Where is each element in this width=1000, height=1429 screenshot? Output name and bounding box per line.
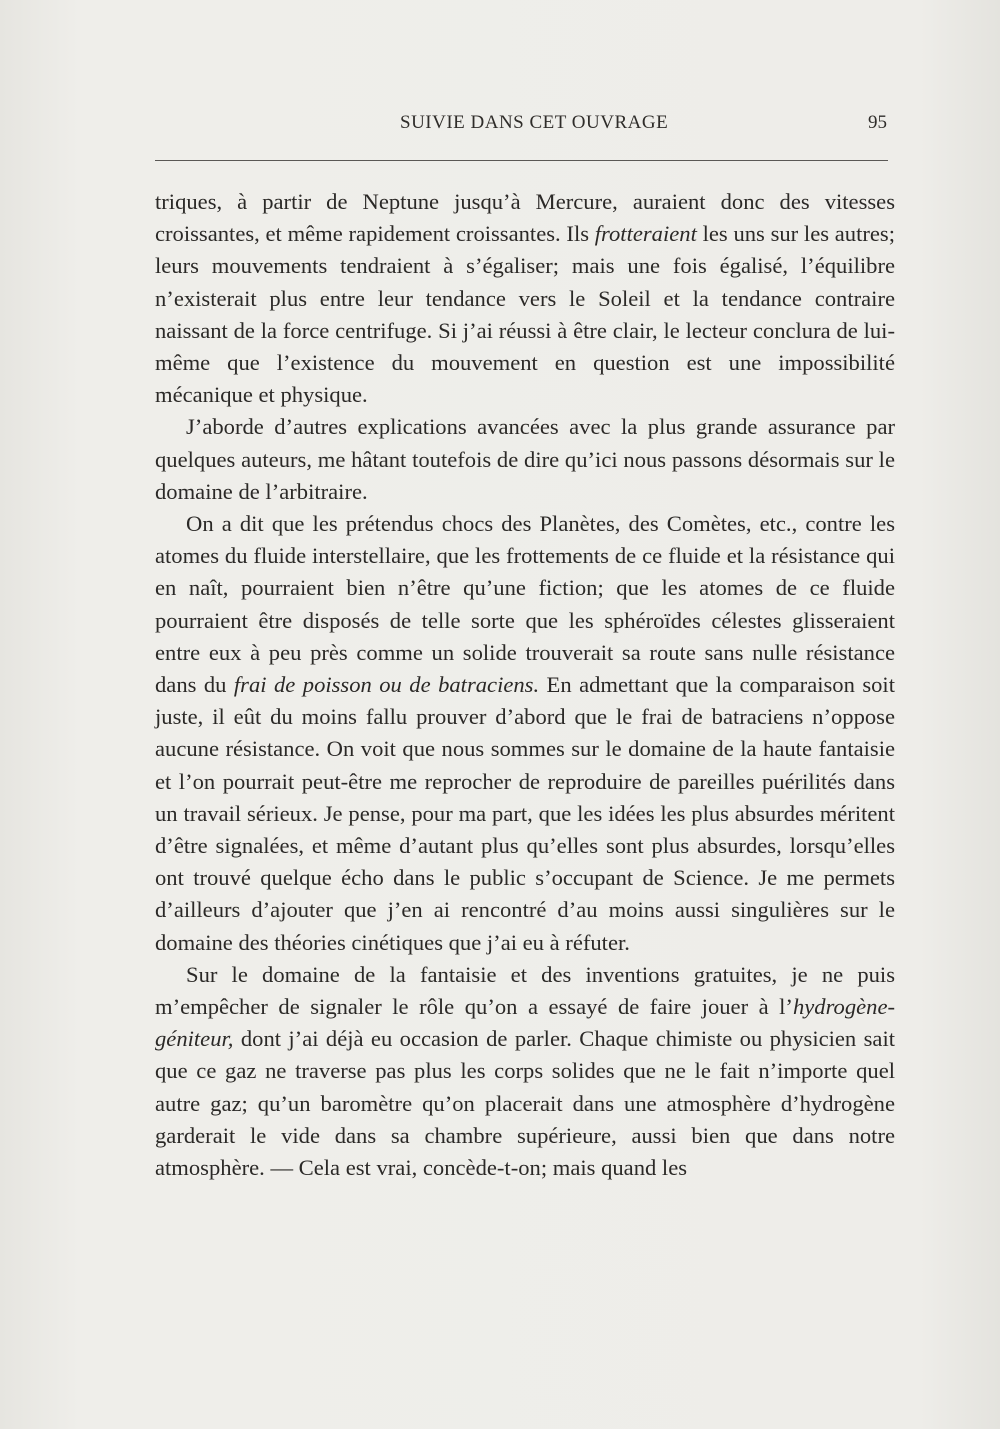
italic-text: frotteraient [594,221,697,247]
running-title: SUIVIE DANS CET OUVRAGE [400,112,669,133]
italic-text: frai de poisson ou de batraciens. [233,672,540,698]
page-header [155,112,895,142]
paragraph [155,411,895,508]
header-rule [155,160,888,161]
text-run: les uns sur les autres; leurs mouvements tendraient à s’égaliser; mais une fois égalisé, l’équilibre n’existerait plus entre leur tendance vers le Soleil et la tendance contraire naissant de la force centrifuge. Si j’ai réussi à être clair, le lecteur conclura de lui-même que l’existence du mouvement en question est une impossibilité mécanique et physique. [155,221,895,408]
paragraph [155,508,895,959]
text-run: Sur le domaine de la fantaisie et des inventions gratuites, je ne puis m’empêcher de signaler le rôle qu’on a essayé de faire jouer à l’ [155,961,895,1020]
text-run: En admettant que la comparaison soit juste, il eût du moins fallu prouver d’abord que le frai de batraciens n’oppose aucune résistance. On voit que nous sommes sur le domaine de la haute fantaisie et l’on pourrait peut-être me reprocher de reproduire de pareilles puérilités dans un travail sérieux. Je pense, pour ma part, que les idées les plus absurdes méritent d’être signalées, et même d’autant plus qu’elles sont plus absurdes, lorsqu’elles ont trouvé quelque écho dans le public s’occupant de Science. Je me permets d’ailleurs d’ajouter que j’en ai rencontré d’au moins aussi singulières sur le domaine des théories cinétiques que j’ai eu à réfuter. [155,672,895,955]
text-run: J’aborde d’autres explications avancées avec la plus grande assurance par quelques auteurs, me hâtant toutefois de dire qu’ici nous passons désormais sur le domaine de l’arbitraire. [155,414,895,504]
body-text [155,186,895,1184]
paragraph [155,959,895,1184]
text-run: triques, à partir de Neptune jusqu’à Mercure, auraient donc des vitesses croissantes, et même rapidement croissantes. Ils [155,189,895,247]
text-run: On a dit que les prétendus chocs des Planètes, des Comètes, etc., contre les atomes du fluide interstellaire, que les frottements de ce fluide et la résistance qui en naît, pourraient bien n’être qu’une fiction; que les atomes de ce fluide pourraient être disposés de telle sorte que les sphéroïdes célestes glisseraient entre eux à peu près comme un solide trouverait sa route sans nulle résistance dans du [155,511,895,698]
text-run: dont j’ai déjà eu occasion de parler. Chaque chimiste ou physicien sait que ce gaz ne traverse pas plus les corps solides que ne le fait n’importe quel autre gaz; qu’un baromètre qu’on placerait dans une atmosphère d’hydrogène garderait le vide dans sa chambre supérieure, aussi bien que dans notre atmosphère. — Cela est vrai, concède-t-on; mais quand les [155,1026,895,1181]
italic-text: hydrogène-géniteur, [155,994,895,1052]
page-number: 95 [868,112,887,133]
paragraph [155,186,895,411]
